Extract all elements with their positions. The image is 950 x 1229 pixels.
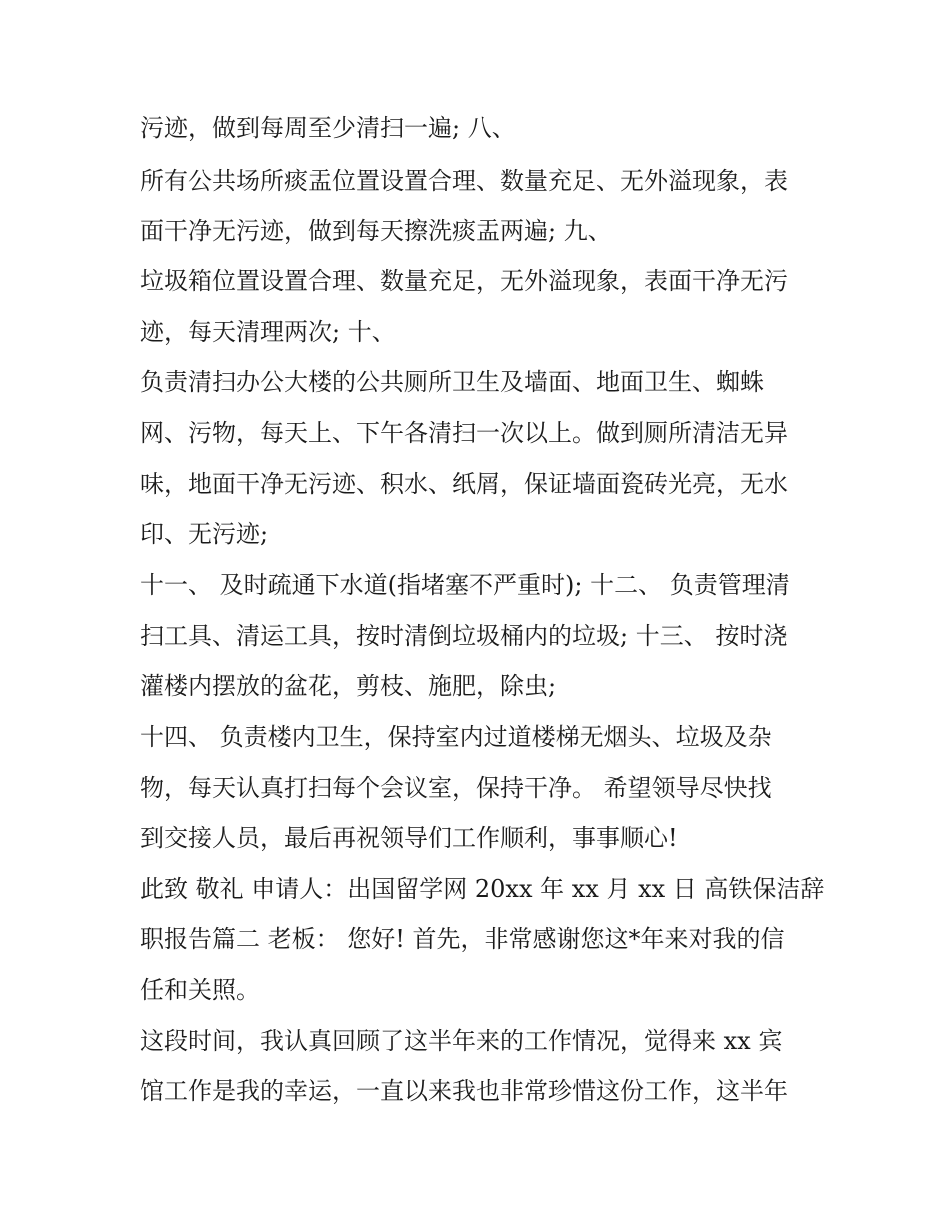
text-line: 味，地面干净无污迹、积水、纸屑，保证墙面瓷砖光亮，无水	[140, 470, 788, 498]
text-line: 这段时间，我认真回顾了这半年来的工作情况，觉得来 xx 宾	[140, 1027, 783, 1055]
text-line: 面干净无污迹，做到每天擦洗痰盂两遍; 九、	[140, 217, 612, 245]
text-line: 扫工具、清运工具，按时清倒垃圾桶内的垃圾; 十三、 按时浇	[140, 622, 788, 650]
text-line: 馆工作是我的幸运，一直以来我也非常珍惜这份工作，这半年	[140, 1077, 788, 1105]
text-line: 此致 敬礼 申请人：出国留学网 20xx 年 xx 月 xx 日 高铁保洁辞	[140, 875, 825, 903]
text-line: 印、无污迹;	[140, 520, 269, 548]
text-line: 到交接人员，最后再祝领导们工作顺利，事事顺心!	[140, 824, 678, 852]
text-line: 职报告篇二 老板： 您好! 首先，非常感谢您这*年来对我的信	[140, 925, 785, 953]
text-line: 垃圾箱位置设置合理、数量充足，无外溢现象，表面干净无污	[140, 267, 788, 295]
text-line: 物，每天认真打扫每个会议室，保持干净。 希望领导尽快找	[140, 774, 772, 802]
text-line: 所有公共场所痰盂位置设置合理、数量充足、无外溢现象，表	[140, 167, 788, 195]
text-line: 十四、 负责楼内卫生，保持室内过道楼梯无烟头、垃圾及杂	[140, 723, 772, 751]
text-line: 任和关照。	[140, 976, 260, 1004]
text-line: 迹，每天清理两次; 十、	[140, 318, 396, 346]
text-line: 负责清扫办公大楼的公共厕所卫生及墙面、地面卫生、蜘蛛	[140, 368, 764, 396]
text-line: 污迹，做到每周至少清扫一遍; 八、	[140, 114, 516, 142]
text-line: 网、污物，每天上、下午各清扫一次以上。做到厕所清洁无异	[140, 419, 788, 447]
text-line: 灌楼内摆放的盆花，剪枝、施肥，除虫;	[140, 672, 557, 700]
text-line: 十一、 及时疏通下水道(指堵塞不严重时); 十二、 负责管理清	[140, 571, 790, 599]
